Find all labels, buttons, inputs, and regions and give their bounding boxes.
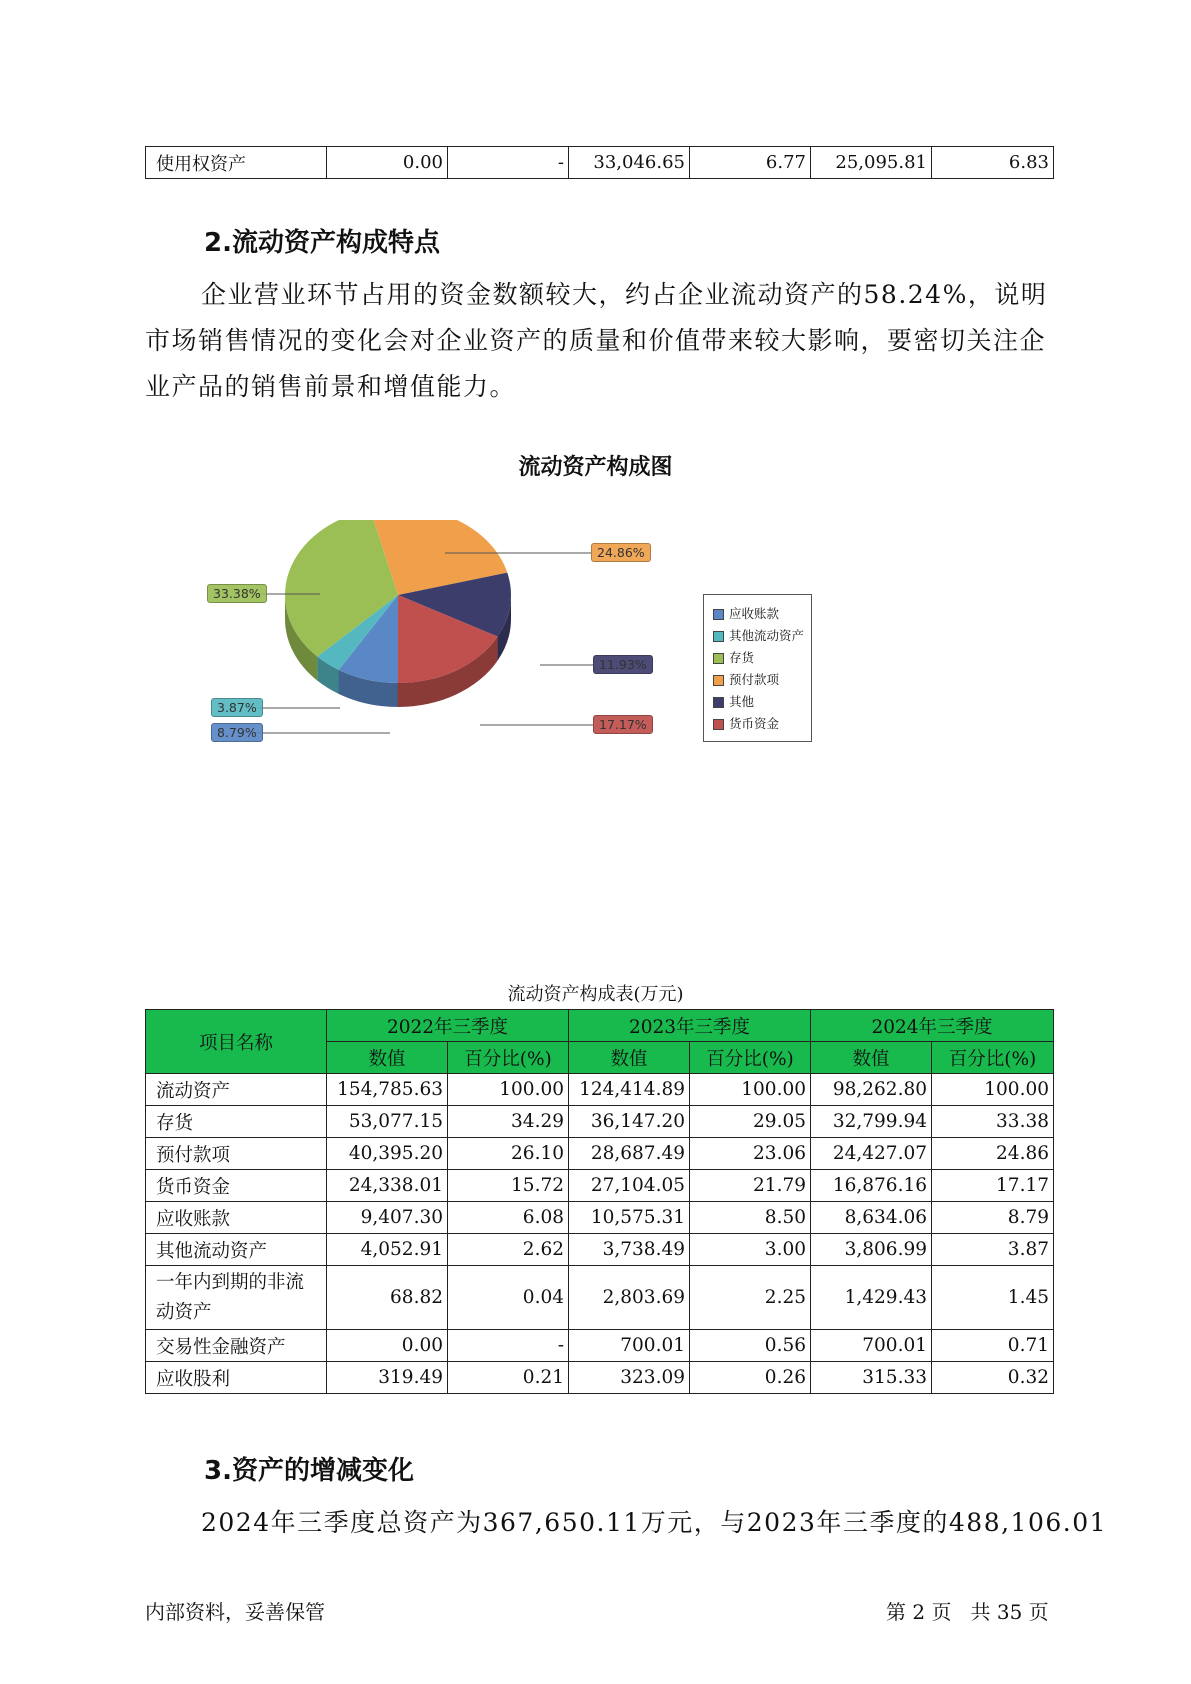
row-label: 应收股利: [146, 1362, 327, 1394]
cell: -: [448, 147, 569, 179]
table-cell: 40,395.20: [327, 1138, 448, 1170]
legend-swatch: [713, 609, 724, 620]
legend-swatch: [713, 631, 724, 642]
table-cell: 68.82: [327, 1266, 448, 1330]
legend-item: [713, 693, 754, 711]
table-cell: 15.72: [448, 1170, 569, 1202]
table-cell: 100.00: [690, 1074, 811, 1106]
row-label: 存货: [146, 1106, 327, 1138]
table-cell: 16,876.16: [811, 1170, 932, 1202]
table-row: [146, 1138, 1054, 1170]
table-cell: 26.10: [448, 1138, 569, 1170]
table-cell: 315.33: [811, 1362, 932, 1394]
table-cell: 0.00: [327, 1330, 448, 1362]
table-cell: 3,738.49: [569, 1234, 690, 1266]
table-cell: 0.71: [932, 1330, 1054, 1362]
table-row: [146, 1266, 1054, 1330]
table-cell: 9,407.30: [327, 1202, 448, 1234]
table-cell: 17.17: [932, 1170, 1054, 1202]
row-label: 交易性金融资产: [146, 1330, 327, 1362]
legend-label: 应收账款: [729, 606, 780, 621]
chart-legend: [703, 594, 812, 742]
cell: 0.00: [327, 147, 448, 179]
table-cell: 3.00: [690, 1234, 811, 1266]
row-label: 预付款项: [146, 1138, 327, 1170]
legend-item: [713, 649, 754, 667]
legend-swatch: [713, 675, 724, 686]
legend-label: 存货: [729, 650, 755, 665]
table-cell: 0.56: [690, 1330, 811, 1362]
header-row: [146, 1010, 1054, 1042]
table-cell: 10,575.31: [569, 1202, 690, 1234]
legend-label: 其他: [729, 694, 755, 709]
table-row: [146, 1074, 1054, 1106]
table-caption: 流动资产构成表(万元): [507, 984, 684, 1005]
table-cell: 3,806.99: [811, 1234, 932, 1266]
table-cell: 36,147.20: [569, 1106, 690, 1138]
row-label: 其他流动资产: [146, 1234, 327, 1266]
subheader-percent: 百分比(%): [448, 1042, 569, 1074]
subheader-percent: 百分比(%): [932, 1042, 1054, 1074]
cell: 33,046.65: [569, 147, 690, 179]
pie-data-label: 3.87%: [211, 698, 263, 717]
table-cell: 100.00: [448, 1074, 569, 1106]
chart-title: 流动资产构成图: [518, 455, 673, 480]
table-row: [146, 1330, 1054, 1362]
table-cell: 27,104.05: [569, 1170, 690, 1202]
table-cell: 4,052.91: [327, 1234, 448, 1266]
table-cell: 700.01: [569, 1330, 690, 1362]
table-cell: 0.21: [448, 1362, 569, 1394]
table-cell: 23.06: [690, 1138, 811, 1170]
pie-data-label: 11.93%: [593, 655, 653, 674]
table-cell: 0.32: [932, 1362, 1054, 1394]
table-cell: 34.29: [448, 1106, 569, 1138]
table-cell: 8.50: [690, 1202, 811, 1234]
header-item-name: 项目名称: [146, 1010, 327, 1074]
legend-label: 预付款项: [729, 672, 780, 687]
pie-data-label: 33.38%: [207, 584, 267, 603]
table-cell: 0.26: [690, 1362, 811, 1394]
legend-swatch: [713, 697, 724, 708]
table-cell: 33.38: [932, 1106, 1054, 1138]
cell: 6.83: [932, 147, 1054, 179]
table-cell: 21.79: [690, 1170, 811, 1202]
table-cell: 32,799.94: [811, 1106, 932, 1138]
section-2-paragraph: 企业营业环节占用的资金数额较大，约占企业流动资产的58.24%，说明市场销售情况的变化会对企业资产的质量和价值带来较大影响，要密切关注企业产品的销售前景和增值能力。: [145, 280, 1048, 401]
legend-item: [713, 627, 804, 645]
legend-item: [713, 715, 779, 733]
table-cell: 3.87: [932, 1234, 1054, 1266]
current-assets-table: [145, 1009, 1054, 1394]
table-cell: 24.86: [932, 1138, 1054, 1170]
table-cell: 53,077.15: [327, 1106, 448, 1138]
row-label: 应收账款: [146, 1202, 327, 1234]
legend-label: 其他流动资产: [729, 628, 805, 643]
table-cell: 154,785.63: [327, 1074, 448, 1106]
table-row: [146, 1170, 1054, 1202]
table-cell: 100.00: [932, 1074, 1054, 1106]
header-period: 2024年三季度: [811, 1010, 1054, 1042]
pie-data-label: 8.79%: [211, 723, 263, 742]
table-cell: 1.45: [932, 1266, 1054, 1330]
header-period: 2023年三季度: [569, 1010, 811, 1042]
table-cell: 8,634.06: [811, 1202, 932, 1234]
table-row: [146, 1106, 1054, 1138]
section-3-title: 3.资产的增减变化: [204, 1456, 414, 1486]
footer-page-number: 第 2 页 共 35 页: [886, 1600, 1049, 1624]
table-cell: 700.01: [811, 1330, 932, 1362]
table-cell: 24,338.01: [327, 1170, 448, 1202]
subheader-value: 数值: [811, 1042, 932, 1074]
table-cell: 2.25: [690, 1266, 811, 1330]
legend-swatch: [713, 719, 724, 730]
section-3-paragraph: 2024年三季度总资产为367,650.11万元，与2023年三季度的488,106.01: [201, 1508, 1108, 1537]
table-cell: 6.08: [448, 1202, 569, 1234]
top-asset-table: [145, 146, 1054, 179]
legend-item: [713, 605, 779, 623]
row-label: 货币资金: [146, 1170, 327, 1202]
table-cell: 0.04: [448, 1266, 569, 1330]
row-label: 一年内到期的非流动资产: [146, 1266, 327, 1330]
table-cell: -: [448, 1330, 569, 1362]
header-period: 2022年三季度: [327, 1010, 569, 1042]
table-cell: 24,427.07: [811, 1138, 932, 1170]
table-cell: 8.79: [932, 1202, 1054, 1234]
subheader-value: 数值: [327, 1042, 448, 1074]
table-cell: 319.49: [327, 1362, 448, 1394]
pie-data-label: 24.86%: [591, 543, 651, 562]
cell: 6.77: [690, 147, 811, 179]
table-cell: 124,414.89: [569, 1074, 690, 1106]
table-row: [146, 1202, 1054, 1234]
table-row: [146, 1234, 1054, 1266]
legend-label: 货币资金: [729, 716, 780, 731]
subheader-percent: 百分比(%): [690, 1042, 811, 1074]
row-label: 使用权资产: [146, 147, 327, 179]
pie-data-label: 17.17%: [593, 715, 653, 734]
subheader-value: 数值: [569, 1042, 690, 1074]
table-cell: 29.05: [690, 1106, 811, 1138]
legend-swatch: [713, 653, 724, 664]
section-2-title: 2.流动资产构成特点: [204, 228, 440, 258]
table-row: [146, 147, 1054, 179]
footer-confidential: 内部资料，妥善保管: [145, 1600, 325, 1624]
cell: 25,095.81: [811, 147, 932, 179]
table-cell: 28,687.49: [569, 1138, 690, 1170]
table-cell: 1,429.43: [811, 1266, 932, 1330]
row-label: 流动资产: [146, 1074, 327, 1106]
table-cell: 98,262.80: [811, 1074, 932, 1106]
table-cell: 2,803.69: [569, 1266, 690, 1330]
table-cell: 323.09: [569, 1362, 690, 1394]
legend-item: [713, 671, 779, 689]
table-cell: 2.62: [448, 1234, 569, 1266]
table-row: [146, 1362, 1054, 1394]
